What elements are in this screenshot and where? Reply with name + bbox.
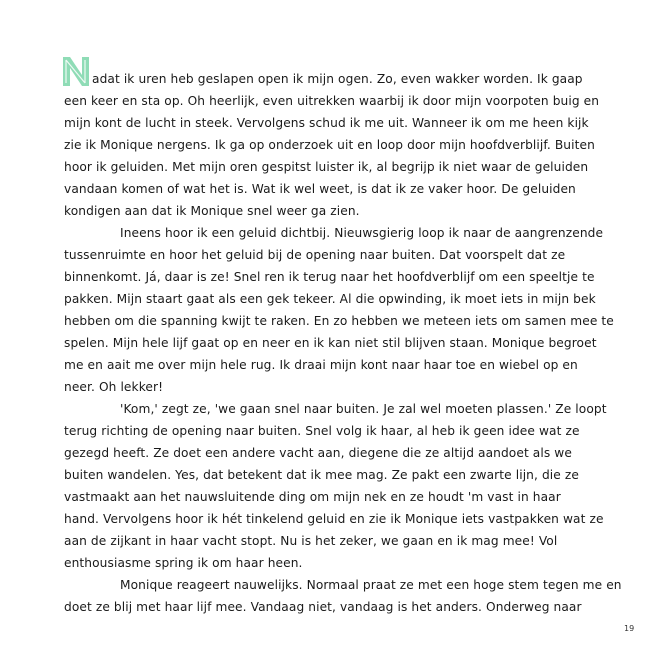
text-line: aan de zijkant in haar vacht stopt. Nu is het zeker, we gaan en ik mag mee! Vol — [64, 534, 558, 548]
text-line: hoor ik geluiden. Met mijn oren gespitst luister ik, al begrijp ik niet waar de geluiden — [64, 160, 589, 174]
text-line: pakken. Mijn staart gaat als een gek tekeer. Al die opwinding, ik moet iets in mijn bek — [64, 292, 596, 306]
body-text — [64, 68, 624, 618]
text-line: vastmaakt aan het nauwsluitende ding om mijn nek en ze houdt 'm vast in haar — [64, 490, 561, 504]
text-line: binnenkomt. Já, daar is ze! Snel ren ik terug naar het hoofdverblijf om een speeltje te — [64, 270, 595, 284]
text-line: neer. Oh lekker! — [64, 380, 164, 394]
text-line: buiten wandelen. Yes, dat betekent dat ik mee mag. Ze pakt een zwarte lijn, die ze — [64, 468, 579, 482]
text-line: spelen. Mijn hele lijf gaat op en neer en ik kan niet stil blijven staan. Monique begroet — [64, 336, 597, 350]
text-line: hand. Vervolgens hoor ik hét tinkelend geluid en zie ik Monique iets vastpakken wat ze — [64, 512, 604, 526]
text-line: doet ze blij met haar lijf mee. Vandaag niet, vandaag is het anders. Onderweg naar — [64, 600, 582, 614]
text-line: vandaan komen of wat het is. Wat ik wel weet, is dat ik ze vaker hoor. De geluiden — [64, 182, 576, 196]
text-line: enthousiasme spring ik om haar heen. — [64, 556, 303, 570]
text-line: gezegd heeft. Ze doet een andere vacht aan, diegene die ze altijd aandoet als we — [64, 446, 572, 460]
text-line: hebben om die spanning kwijt te raken. En zo hebben we meteen iets om samen mee te — [64, 314, 614, 328]
text-line: kondigen aan dat ik Monique snel weer ga zien. — [64, 204, 360, 218]
page-number: 19 — [624, 624, 635, 633]
text-line: Ineens hoor ik een geluid dichtbij. Nieuwsgierig loop ik naar de aangrenzende — [120, 226, 604, 240]
text-line: 'Kom,' zegt ze, 'we gaan snel naar buiten. Je zal wel moeten plassen.' Ze loopt — [120, 402, 607, 416]
text-line: me en aait me over mijn hele rug. Ik draai mijn kont naar haar toe en wiebel op en — [64, 358, 578, 372]
text-line: mijn kont de lucht in steek. Vervolgens schud ik me uit. Wanneer ik om me heen kijk — [64, 116, 589, 130]
text-line: zie ik Monique nergens. Ik ga op onderzoek uit en loop door mijn hoofdverblijf. Buiten — [64, 138, 595, 152]
text-line: Monique reageert nauwelijks. Normaal praat ze met een hoge stem tegen me en — [120, 578, 622, 592]
text-line: adat ik uren heb geslapen open ik mijn ogen. Zo, even wakker worden. Ik gaap — [92, 72, 583, 86]
text-line: terug richting de opening naar buiten. Snel volg ik haar, al heb ik geen idee wat ze — [64, 424, 580, 438]
text-line: tussenruimte en hoor het geluid bij de opening naar buiten. Dat voorspelt dat ze — [64, 248, 566, 262]
text-line: een keer en sta op. Oh heerlijk, even uitrekken waarbij ik door mijn voorpoten buig en — [64, 94, 600, 108]
